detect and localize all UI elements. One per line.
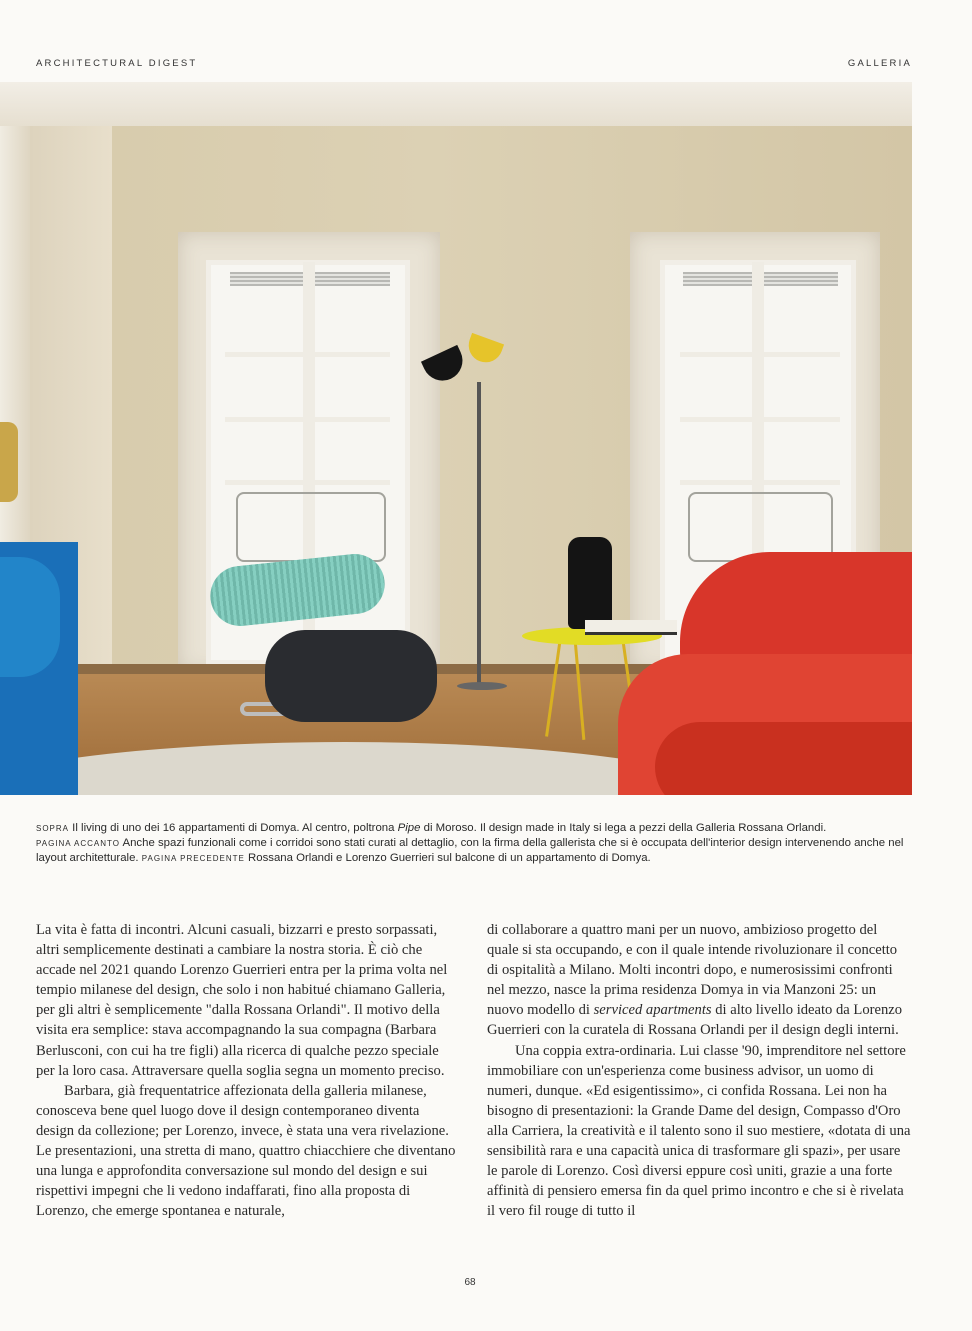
paragraph-text: di alto livello ideato da Lorenzo Guerrieri con la curatela di Rossana Orlandi per il design degli interni. (487, 1002, 903, 1039)
blue-armchair (0, 557, 60, 677)
paragraph: Barbara, già frequentatrice affezionata della galleria milanese, conosceva bene quel luogo dove il design contemporaneo diventa design da collezione; per Lorenzo, invece, è stata una vera rivelazione. Le presentazioni, una stretta di mano, quattro chiacchiere che diventano una lunga e approfondita conversazione sul mondo del design e sui rispettivi impegni che li vedono indaffarati, fino alla proposta di Lorenzo, che emerge spontanea e naturale, (36, 1082, 456, 1220)
brass-object (0, 422, 18, 502)
black-vase (568, 537, 612, 629)
paragraph-italic: serviced apartments (593, 1002, 712, 1019)
paragraph (487, 920, 912, 1041)
photo-caption (36, 821, 912, 867)
side-wall-near (0, 82, 30, 582)
lamp-base (457, 682, 507, 690)
living-room-photo (0, 82, 912, 795)
ceiling (0, 82, 912, 126)
caption-text: Anche spazi funzionali come i corridoi sono stati curati al dettaglio, con la firma della gallerista che si è occupata dell'interior design intervenendo anche nel layout architetturale. (36, 837, 904, 865)
window-bar (680, 480, 840, 485)
caption-label: PAGINA PRECEDENTE (141, 854, 245, 864)
paragraph: Una coppia extra-ordinaria. Lui classe '90, imprenditore nel settore immobiliare con un'esperienza come business advisor, un uomo di numeri, dunque. «Ed esigentissimo», ci confida Rossana. Lei non ha bisogno di presentazioni: la Grande Dame del design, Compasso d'Oro alla Carriera, la creatività e il talento sono il suo mestiere, «dotata di una sensibilità rara e una capacità unica di trasformare gli spazi», per usare le parole di Lorenzo. Così diversi eppure così uniti, grazie a una forte affinità di pensiero emersa fin da quel primo incontro e che si è rivelata il vero fil rouge di tutto il (487, 1042, 911, 1220)
caption-italic: Pipe (397, 822, 421, 834)
window-bar (225, 352, 390, 357)
caption-label: PAGINA ACCANTO (36, 839, 120, 849)
section-name: GALLERIA (847, 58, 912, 69)
paragraph: La vita è fatta di incontri. Alcuni casuali, bizzarri e presto sorpassati, altri semplicemente destinati a cambiare la nostra storia. È ciò che accade nel 2021 quando Lorenzo Guerrieri entra per la prima volta nel tempio milanese del design, che solo i non habitué chiamano Galleria, per gli altri è semplicemente "dalla Rossana Orlandi". Il motivo della visita era semplice: stava accompagnando la sua compagna (Barbara Berlusconi, con cui ha tre figli) alla ricerca di qualche pezzo speciale per la loro casa. Attraversare quella soglia segna un momento preciso. (36, 922, 448, 1079)
window-bar (225, 480, 390, 485)
books (585, 620, 677, 635)
magazine-name: ARCHITECTURAL DIGEST (36, 58, 198, 69)
window-bar (225, 417, 390, 422)
pipe-chair-seat (265, 630, 437, 722)
text-column-left (36, 920, 461, 1221)
caption-label: SOPRA (36, 824, 70, 833)
caption-text: Rossana Orlandi e Lorenzo Guerrieri sul balcone di un appartamento di Domya. (244, 852, 651, 865)
page-number: 68 (464, 1277, 476, 1288)
window-bar (680, 352, 840, 357)
balcony-railing-left (236, 492, 386, 562)
caption-text: Il living di uno dei 16 appartamenti di Domya. Al centro, poltrona (69, 822, 398, 834)
floor-lamp (477, 382, 481, 687)
red-sofa-front (655, 722, 912, 795)
window-bar (680, 417, 840, 422)
paragraph-text: di collaborare a quattro mani per un nuovo, ambizioso progetto del quale si sta occupando, e con il quale intende rivoluzionare il concetto di ospitalità a Milano. Molti incontri dopo, e numerosissimi confronti nel mezzo, nasce la prima residenza Domya in via Manzoni 25: un nuovo modello di (487, 922, 898, 1019)
caption-text: di Moroso. Il design made in Italy si lega a pezzi della Galleria Rossana Orlandi. (420, 822, 827, 834)
text-column-right (487, 920, 912, 1221)
